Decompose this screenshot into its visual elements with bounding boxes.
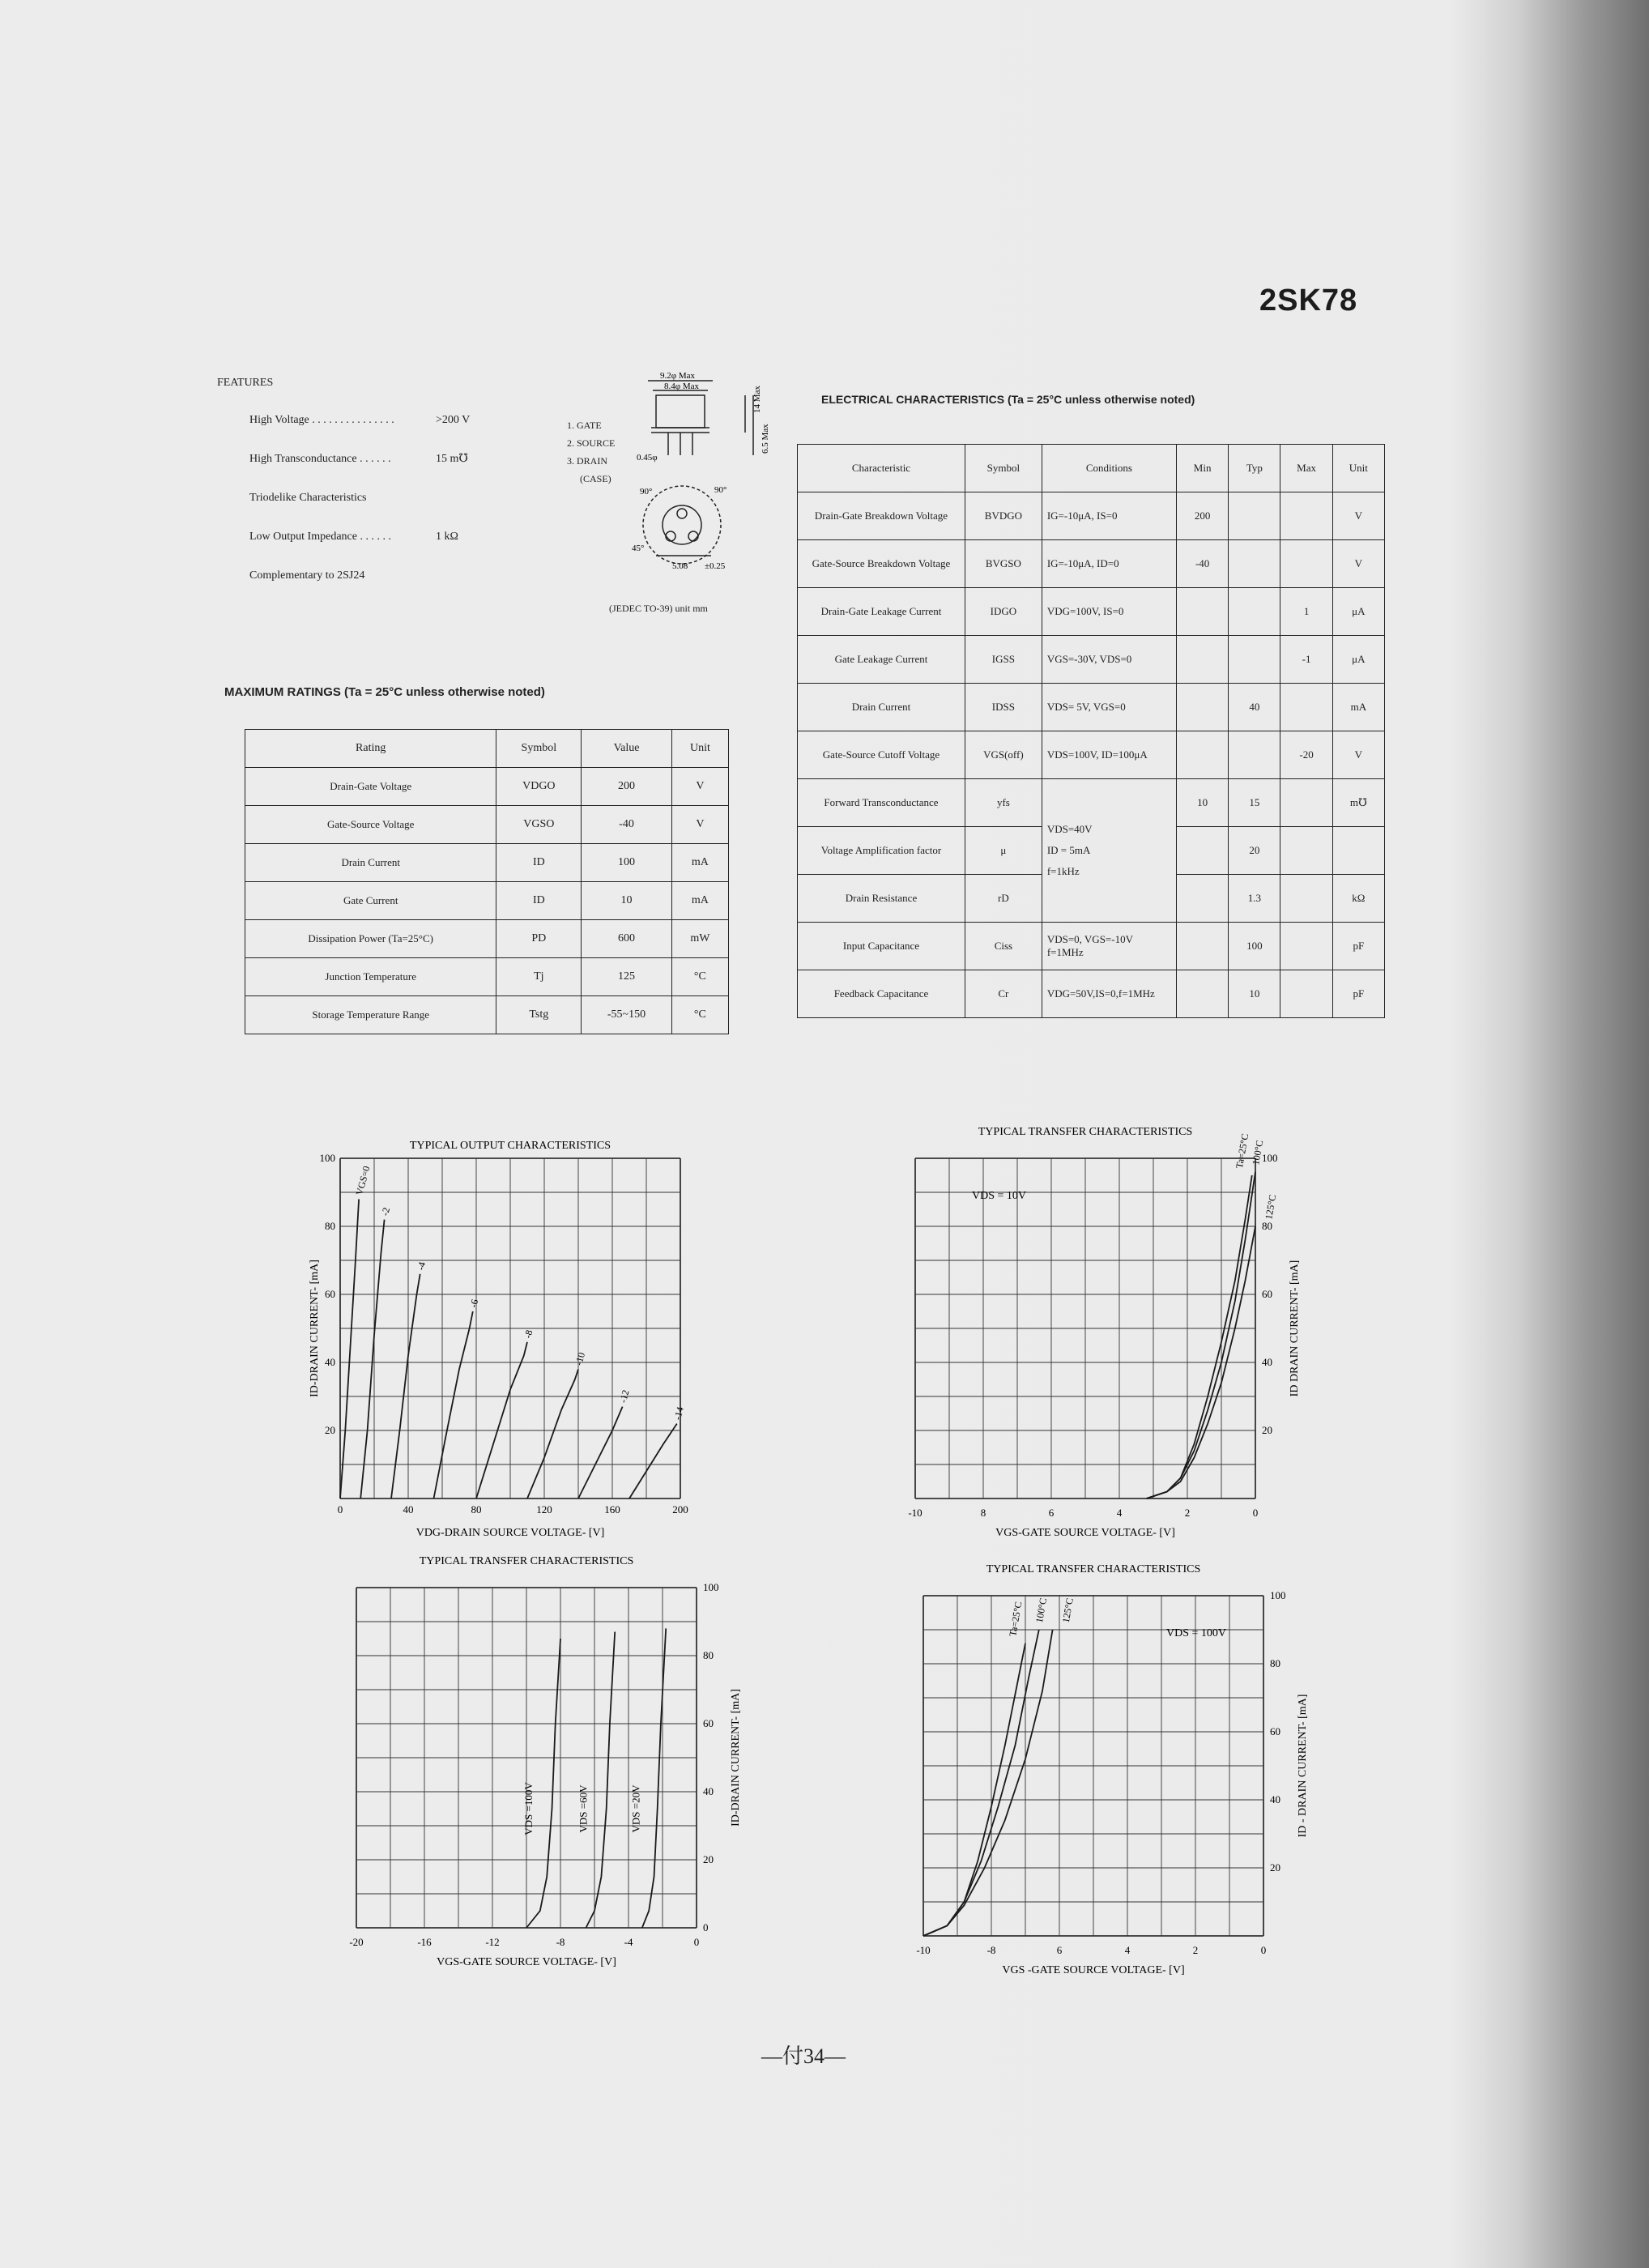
max-ratings-table: [245, 729, 729, 1034]
table-cell: IGSS: [965, 636, 1042, 684]
table-cell: Drain Current: [245, 844, 496, 882]
series-label: Ta=25°C: [1233, 1132, 1251, 1170]
chart-title: TYPICAL TRANSFER CHARACTERISTICS: [419, 1555, 634, 1567]
chart-title: TYPICAL OUTPUT CHARACTERISTICS: [409, 1140, 611, 1152]
features-list: [249, 401, 470, 595]
electrical-body: [798, 492, 1385, 1018]
table-cell: 600: [582, 920, 672, 958]
table-cell: rD: [965, 875, 1042, 923]
table-cell: -40: [582, 806, 672, 844]
feature-item: Low Output Impedance . . . . . . 1 kΩ: [249, 531, 458, 543]
table-cell: [1177, 684, 1229, 731]
table-cell: yfs: [965, 779, 1042, 827]
x-tick-label: 2: [1184, 1507, 1191, 1519]
series-label: 125°C: [1263, 1193, 1279, 1221]
y-tick-label: 60: [1270, 1725, 1280, 1737]
chart-annotation: VDS = 100V: [1166, 1627, 1227, 1639]
feature-item: High Transconductance . . . . . . 15 m℧: [249, 453, 468, 465]
dim-label: 5.08: [672, 561, 688, 571]
series-label: VDS =60V: [577, 1784, 590, 1833]
table-cell: [1177, 588, 1229, 636]
series-line: [578, 1407, 623, 1498]
table-row: [798, 684, 1385, 731]
table-cell: ID: [496, 844, 582, 882]
table-cell: Gate-Source Cutoff Voltage: [798, 731, 965, 779]
x-tick-label: 80: [471, 1503, 482, 1516]
table-cell: -1: [1280, 636, 1332, 684]
table-row: [245, 920, 729, 958]
table-cell: [1229, 636, 1280, 684]
table-cell: [1280, 827, 1332, 875]
table-cell: BVGSO: [965, 540, 1042, 588]
shared-condition-line: ID = 5mA: [1046, 844, 1091, 856]
x-tick-label: 6: [1048, 1507, 1055, 1519]
series-label: -12: [616, 1388, 632, 1405]
table-cell: Drain Current: [798, 684, 965, 731]
x-tick-label: 0: [1252, 1507, 1259, 1519]
table-row: [798, 540, 1385, 588]
table-cell: pF: [1332, 923, 1384, 970]
x-tick-label: 2: [1192, 1944, 1199, 1956]
table-row: [798, 636, 1385, 684]
dim-label: 9.2φ Max: [660, 371, 696, 381]
table-row: [798, 588, 1385, 636]
table-cell: 10: [1229, 970, 1280, 1018]
y-tick-label: 100: [703, 1581, 719, 1593]
x-tick-label: 6: [1056, 1944, 1063, 1956]
series-line: [923, 1630, 1039, 1936]
table-cell: mA: [671, 882, 728, 920]
table-row: [245, 768, 729, 806]
y-tick-label: 20: [325, 1424, 335, 1436]
table-cell: PD: [496, 920, 582, 958]
table-cell: V: [1332, 492, 1384, 540]
table-cell: μA: [1332, 588, 1384, 636]
series-label: 125°C: [1059, 1597, 1076, 1624]
table-cell: [1280, 923, 1332, 970]
table-cell: μ: [965, 827, 1042, 875]
series-label: -2: [378, 1206, 393, 1217]
table-cell: Drain-Gate Leakage Current: [798, 588, 965, 636]
dim-label: 14 Max: [752, 386, 762, 413]
table-cell: kΩ: [1332, 875, 1384, 923]
column-header: Min: [1177, 445, 1229, 492]
y-axis-label: ID DRAIN CURRENT- [mA]: [1289, 1260, 1301, 1397]
series-line: [476, 1342, 527, 1498]
table-cell: Junction Temperature: [245, 958, 496, 996]
table-cell: 15: [1229, 779, 1280, 827]
series-label: 100°C: [1250, 1139, 1266, 1166]
transfer-characteristics-chart-vds-multi: [324, 1551, 761, 1980]
x-tick-label: 4: [1124, 1944, 1131, 1956]
series-label: VDS =20V: [629, 1784, 642, 1833]
table-cell: VDG=50V,IS=0,f=1MHz: [1042, 970, 1176, 1018]
column-header: Conditions: [1042, 445, 1176, 492]
x-tick-label: 200: [672, 1503, 688, 1516]
dim-label: 0.45φ: [637, 453, 658, 463]
table-cell: [1280, 684, 1332, 731]
table-cell: 20: [1229, 827, 1280, 875]
table-row: [245, 996, 729, 1034]
transfer-characteristics-chart-vds100: [891, 1559, 1312, 1980]
series-line: [1147, 1172, 1255, 1498]
series-line: [340, 1199, 359, 1498]
table-cell: VDS=0, VGS=-10V f=1MHz: [1042, 923, 1176, 970]
table-cell: Gate Leakage Current: [798, 636, 965, 684]
table-cell: m℧: [1332, 779, 1384, 827]
table-cell: -20: [1280, 731, 1332, 779]
table-cell: VDGO: [496, 768, 582, 806]
table-cell: [1280, 779, 1332, 827]
series-label: VDS =100V: [522, 1782, 535, 1835]
table-cell: [1177, 923, 1229, 970]
transfer-characteristics-chart-vds10: [891, 1122, 1312, 1551]
column-header: Unit: [1332, 445, 1384, 492]
max-ratings-body: [245, 768, 729, 1034]
series-line: [527, 1369, 578, 1498]
feature-item: Triodelike Characteristics: [249, 492, 367, 504]
column-header: Typ: [1229, 445, 1280, 492]
column-header: Value: [582, 730, 672, 768]
table-cell: [1177, 731, 1229, 779]
y-tick-label: 100: [1270, 1589, 1286, 1601]
table-row: [798, 492, 1385, 540]
table-cell: [1177, 636, 1229, 684]
column-header: Symbol: [496, 730, 582, 768]
table-cell: VDG=100V, IS=0: [1042, 588, 1176, 636]
table-row: [798, 731, 1385, 779]
pin-label: 2. SOURCE: [567, 437, 616, 449]
table-cell: Voltage Amplification factor: [798, 827, 965, 875]
x-axis-label: VGS -GATE SOURCE VOLTAGE- [V]: [1002, 1964, 1185, 1976]
table-cell: VGSO: [496, 806, 582, 844]
x-tick-label: 0: [1260, 1944, 1267, 1956]
y-tick-label: 40: [325, 1356, 335, 1368]
y-tick-label: 60: [325, 1288, 335, 1300]
series-label: VGS=0: [353, 1165, 373, 1197]
electrical-heading: ELECTRICAL CHARACTERISTICS (Ta = 25°C unless otherwise noted): [821, 393, 1195, 406]
table-cell: [1280, 970, 1332, 1018]
features-heading: FEATURES: [217, 377, 274, 389]
shared-condition-line: VDS=40V: [1046, 823, 1093, 835]
y-tick-label: 0: [703, 1921, 709, 1933]
table-cell: pF: [1332, 970, 1384, 1018]
pin-label: (CASE): [580, 473, 611, 484]
table-cell: 200: [1177, 492, 1229, 540]
column-header: Symbol: [965, 445, 1042, 492]
series-label: -6: [467, 1298, 481, 1309]
table-cell: 10: [1177, 779, 1229, 827]
x-tick-label: 160: [604, 1503, 620, 1516]
table-cell: [1280, 875, 1332, 923]
table-cell: VGS(off): [965, 731, 1042, 779]
x-tick-label: 4: [1116, 1507, 1123, 1519]
x-axis-label: VDG-DRAIN SOURCE VOLTAGE- [V]: [415, 1527, 605, 1539]
table-cell: [1042, 779, 1176, 923]
table-cell: ID: [496, 882, 582, 920]
y-axis-label: ID - DRAIN CURRENT- [mA]: [1297, 1694, 1309, 1838]
series-label: -8: [522, 1328, 535, 1340]
table-cell: IDGO: [965, 588, 1042, 636]
y-tick-label: 80: [325, 1220, 335, 1232]
dim-label: 8.4φ Max: [664, 382, 700, 391]
x-tick-label: -8: [556, 1936, 565, 1948]
column-header: Max: [1280, 445, 1332, 492]
table-header-row: [798, 445, 1385, 492]
table-header-row: [245, 730, 729, 768]
table-row: [245, 958, 729, 996]
x-tick-label: -4: [624, 1936, 633, 1948]
y-tick-label: 20: [1262, 1424, 1272, 1436]
table-cell: [1229, 731, 1280, 779]
y-tick-label: 40: [703, 1785, 714, 1797]
series-label: Ta=25°C: [1007, 1601, 1025, 1638]
table-cell: [1280, 492, 1332, 540]
table-cell: V: [671, 806, 728, 844]
table-cell: °C: [671, 996, 728, 1034]
table-cell: μA: [1332, 636, 1384, 684]
y-tick-label: 40: [1270, 1793, 1280, 1805]
x-tick-label: 0: [337, 1503, 343, 1516]
series-label: -14: [671, 1405, 686, 1422]
chart-title: TYPICAL TRANSFER CHARACTERISTICS: [986, 1563, 1201, 1575]
page-number: —付34—: [761, 2044, 846, 2068]
table-cell: mA: [671, 844, 728, 882]
dim-label: ±0.25: [705, 561, 726, 571]
chart-annotation: VDS = 10V: [972, 1190, 1027, 1202]
table-cell: [1177, 970, 1229, 1018]
table-cell: 40: [1229, 684, 1280, 731]
series-label: 100°C: [1033, 1597, 1050, 1624]
table-cell: 1.3: [1229, 875, 1280, 923]
table-cell: 100: [582, 844, 672, 882]
table-cell: Gate-Source Breakdown Voltage: [798, 540, 965, 588]
table-cell: mW: [671, 920, 728, 958]
table-cell: Tstg: [496, 996, 582, 1034]
table-cell: [1229, 588, 1280, 636]
table-cell: V: [1332, 731, 1384, 779]
table-cell: [1332, 827, 1384, 875]
table-cell: Storage Temperature Range: [245, 996, 496, 1034]
table-cell: -40: [1177, 540, 1229, 588]
package-caption: (JEDEC TO-39) unit mm: [609, 603, 708, 614]
y-tick-label: 60: [1262, 1288, 1272, 1300]
table-cell: VGS=-30V, VDS=0: [1042, 636, 1176, 684]
feature-item: High Voltage . . . . . . . . . . . . . . . >200 V: [249, 414, 471, 426]
series-line: [923, 1630, 1053, 1936]
pin-label: 1. GATE: [567, 420, 602, 431]
table-cell: VDS= 5V, VGS=0: [1042, 684, 1176, 731]
x-tick-label: -12: [485, 1936, 500, 1948]
x-tick-label: -8: [986, 1944, 996, 1956]
table-cell: 10: [582, 882, 672, 920]
pin-list: [567, 416, 615, 488]
table-cell: BVDGO: [965, 492, 1042, 540]
table-cell: V: [1332, 540, 1384, 588]
table-cell: [1229, 540, 1280, 588]
table-cell: 125: [582, 958, 672, 996]
table-cell: Feedback Capacitance: [798, 970, 965, 1018]
x-axis-label: VGS-GATE SOURCE VOLTAGE- [V]: [995, 1527, 1175, 1539]
series-label: -10: [573, 1351, 588, 1367]
package-outline-drawing: [624, 364, 786, 583]
x-tick-label: 8: [980, 1507, 986, 1519]
table-cell: Tj: [496, 958, 582, 996]
table-cell: [1229, 492, 1280, 540]
pin-label: 3. DRAIN: [567, 455, 607, 467]
series-line: [586, 1632, 616, 1928]
series-line: [1147, 1175, 1252, 1498]
table-cell: IG=-10μA, ID=0: [1042, 540, 1176, 588]
table-cell: V: [671, 768, 728, 806]
table-cell: 1: [1280, 588, 1332, 636]
table-row: [245, 844, 729, 882]
table-cell: Drain Resistance: [798, 875, 965, 923]
table-cell: Dissipation Power (Ta=25°C): [245, 920, 496, 958]
table-cell: IDSS: [965, 684, 1042, 731]
table-cell: [1177, 875, 1229, 923]
table-cell: Drain-Gate Voltage: [245, 768, 496, 806]
output-characteristics-chart: [308, 1134, 713, 1555]
y-axis-label: ID-DRAIN CURRENT- [mA]: [730, 1689, 742, 1827]
table-row: [798, 779, 1385, 827]
series-label: -4: [415, 1260, 428, 1272]
series-line: [360, 1220, 384, 1498]
dim-label: 45°: [632, 544, 645, 553]
series-line: [434, 1311, 473, 1498]
x-tick-label: 0: [693, 1936, 700, 1948]
column-header: Unit: [671, 730, 728, 768]
y-tick-label: 60: [703, 1717, 714, 1729]
shared-condition-line: f=1kHz: [1046, 865, 1080, 877]
y-axis-label: ID-DRAIN CURRENT- [mA]: [309, 1260, 321, 1397]
y-tick-label: 100: [1262, 1152, 1278, 1164]
table-cell: Gate-Source Voltage: [245, 806, 496, 844]
part-number: 2SK78: [1259, 284, 1358, 318]
x-tick-label: 120: [536, 1503, 552, 1516]
series-line: [923, 1643, 1025, 1936]
column-header: Rating: [245, 730, 496, 768]
table-cell: Drain-Gate Breakdown Voltage: [798, 492, 965, 540]
feature-item: Complementary to 2SJ24: [249, 569, 365, 582]
table-cell: -55~150: [582, 996, 672, 1034]
y-tick-label: 80: [703, 1649, 714, 1661]
table-cell: [1280, 540, 1332, 588]
table-cell: Ciss: [965, 923, 1042, 970]
table-cell: Forward Transconductance: [798, 779, 965, 827]
y-tick-label: 40: [1262, 1356, 1272, 1368]
table-row: [798, 923, 1385, 970]
x-tick-label: -10: [916, 1944, 931, 1956]
table-cell: Gate Current: [245, 882, 496, 920]
y-tick-label: 20: [703, 1853, 714, 1865]
table-cell: IG=-10μA, IS=0: [1042, 492, 1176, 540]
table-cell: mA: [1332, 684, 1384, 731]
table-cell: 100: [1229, 923, 1280, 970]
series-line: [629, 1424, 677, 1498]
dim-label: 90°: [640, 487, 653, 497]
table-cell: °C: [671, 958, 728, 996]
dim-label: 90°: [714, 485, 727, 495]
table-row: [798, 970, 1385, 1018]
x-axis-label: VGS-GATE SOURCE VOLTAGE- [V]: [437, 1956, 616, 1968]
table-cell: 200: [582, 768, 672, 806]
electrical-characteristics-table: [797, 444, 1385, 1018]
chart-title: TYPICAL TRANSFER CHARACTERISTICS: [978, 1126, 1193, 1138]
max-ratings-heading: MAXIMUM RATINGS (Ta = 25°C unless otherwise noted): [224, 685, 545, 699]
x-tick-label: -10: [908, 1507, 923, 1519]
table-cell: Input Capacitance: [798, 923, 965, 970]
table-row: [245, 806, 729, 844]
x-tick-label: -20: [349, 1936, 364, 1948]
dim-label: 6.5 Max: [761, 424, 770, 454]
table-row: [245, 882, 729, 920]
y-tick-label: 80: [1270, 1657, 1280, 1669]
table-cell: Cr: [965, 970, 1042, 1018]
table-cell: [1177, 827, 1229, 875]
column-header: Characteristic: [798, 445, 965, 492]
y-tick-label: 100: [319, 1152, 335, 1164]
table-cell: VDS=100V, ID=100μA: [1042, 731, 1176, 779]
x-tick-label: 40: [403, 1503, 414, 1516]
x-tick-label: -16: [417, 1936, 432, 1948]
y-tick-label: 80: [1262, 1220, 1272, 1232]
y-tick-label: 20: [1270, 1861, 1280, 1874]
